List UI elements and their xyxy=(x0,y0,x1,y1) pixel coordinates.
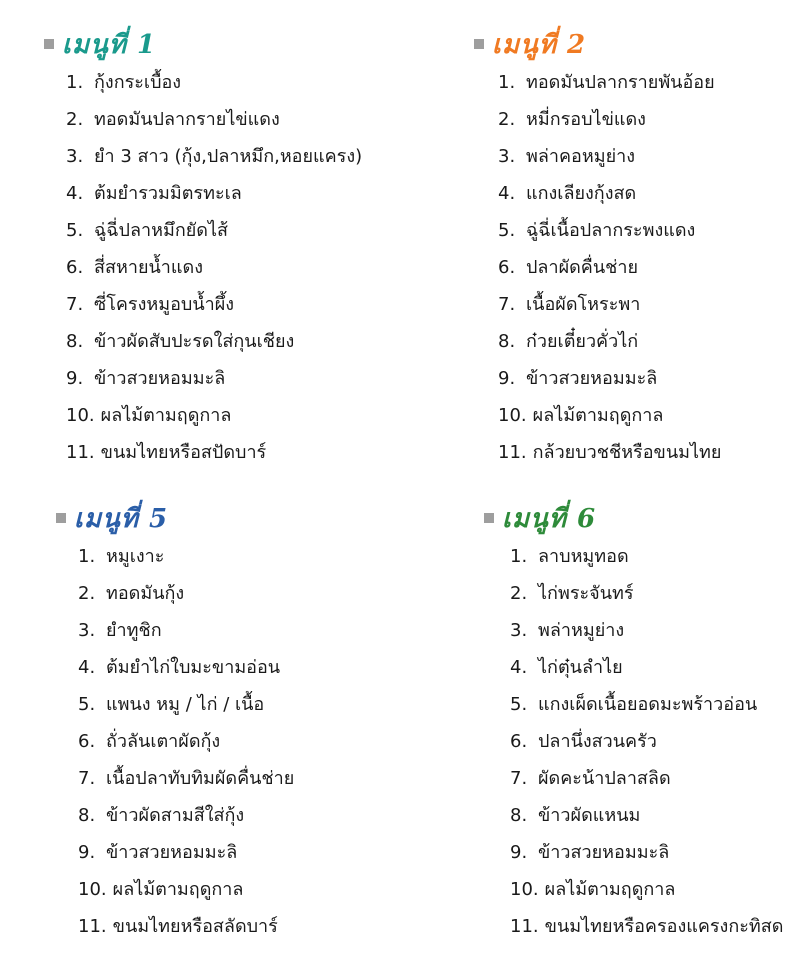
menu-1-header xyxy=(44,24,362,64)
menu-item-text: ข้าวสวยหอมมะลิ xyxy=(94,368,226,389)
menu-item xyxy=(78,871,294,908)
menu-2-header xyxy=(474,24,721,64)
menu-item-text: ปลาผัดคื่นช่าย xyxy=(526,257,639,278)
menu-item-text: ถั่วลันเตาผัดกุ้ง xyxy=(106,731,221,752)
menu-1-section xyxy=(44,24,362,471)
menu-2-list xyxy=(498,64,721,471)
menu-item-number: 10. xyxy=(498,405,527,426)
menu-6-list xyxy=(510,538,783,945)
menu-6-title: เมนูที่ 6 xyxy=(502,503,597,534)
menu-item-number: 9. xyxy=(510,842,528,863)
menu-5-title: เมนูที่ 5 xyxy=(74,503,169,534)
menu-item-text: เนื้อผัดโหระพา xyxy=(526,294,641,315)
menu-item xyxy=(78,538,294,575)
menu-item xyxy=(78,575,294,612)
menu-item xyxy=(510,834,783,871)
menu-item-text: แพนง หมู / ไก่ / เนื้อ xyxy=(106,694,265,715)
menu-item-number: 1. xyxy=(510,546,528,567)
menu-item-text: พล่าคอหมูย่าง xyxy=(526,146,636,167)
menu-item xyxy=(66,138,362,175)
menu-item xyxy=(78,649,294,686)
menu-item-number: 9. xyxy=(66,368,84,389)
menu-item-number: 1. xyxy=(498,72,516,93)
menu-item-number: 6. xyxy=(510,731,528,752)
menu-item-number: 7. xyxy=(510,768,528,789)
menu-item xyxy=(498,286,721,323)
menu-item-number: 2. xyxy=(66,109,84,130)
menu-item-text: สี่สหายน้ำแดง xyxy=(94,257,203,278)
menu-1-title: เมนูที่ 1 xyxy=(62,29,157,60)
menu-item-number: 6. xyxy=(498,257,516,278)
menu-item-number: 1. xyxy=(66,72,84,93)
menu-item-text: ปลานึ่งสวนครัว xyxy=(538,731,657,752)
menu-item xyxy=(78,908,294,945)
menu-item-text: กล้วยบวชชีหรือขนมไทย xyxy=(532,442,722,463)
square-bullet-icon xyxy=(474,39,484,49)
menu-item-text: หมี่กรอบไข่แดง xyxy=(526,109,646,130)
square-bullet-icon xyxy=(484,513,494,523)
menu-item xyxy=(498,323,721,360)
menu-item-number: 4. xyxy=(510,657,528,678)
menu-item xyxy=(66,397,362,434)
menu-item-number: 10. xyxy=(510,879,539,900)
menu-item-number: 11. xyxy=(510,916,539,937)
menu-item-text: ทอดมันปลากรายพันอ้อย xyxy=(526,72,715,93)
menu-item xyxy=(510,575,783,612)
menu-item xyxy=(66,360,362,397)
menu-item xyxy=(510,871,783,908)
menu-item-text: ผัดคะน้าปลาสลิด xyxy=(538,768,671,789)
menu-item-number: 4. xyxy=(66,183,84,204)
menu-5-list xyxy=(78,538,294,945)
menu-item-number: 9. xyxy=(498,368,516,389)
menu-item-number: 5. xyxy=(66,220,84,241)
menu-item xyxy=(66,323,362,360)
menu-item xyxy=(66,101,362,138)
menu-item xyxy=(510,797,783,834)
menu-5-header xyxy=(56,498,294,538)
menu-item-text: ข้าวผัดสามสีใส่กุ้ง xyxy=(106,805,245,826)
menu-item-text: ข้าวสวยหอมมะลิ xyxy=(526,368,658,389)
menu-item-number: 6. xyxy=(66,257,84,278)
menu-item-number: 7. xyxy=(78,768,96,789)
menu-item-number: 6. xyxy=(78,731,96,752)
menu-item-text: ไก่พระจันทร์ xyxy=(538,583,634,604)
menu-item-number: 5. xyxy=(498,220,516,241)
menu-item-number: 4. xyxy=(498,183,516,204)
menu-item xyxy=(510,612,783,649)
menu-item xyxy=(498,360,721,397)
menu-item-text: ไก่ตุ๋นลำไย xyxy=(538,657,623,678)
menu-item-text: ขนมไทยหรือครองแครงกะทิสด xyxy=(544,916,784,937)
menu-item xyxy=(66,64,362,101)
menu-item-text: ขนมไทยหรือสลัดบาร์ xyxy=(112,916,278,937)
menu-item-text: ผลไม้ตามฤดูกาล xyxy=(100,405,232,426)
menu-1-list xyxy=(66,64,362,471)
menu-item xyxy=(66,175,362,212)
menu-item-number: 11. xyxy=(78,916,107,937)
menu-item-text: เนื้อปลาทับทิมผัดคื่นช่าย xyxy=(106,768,295,789)
menu-item-text: ข้าวผัดแหนม xyxy=(538,805,641,826)
square-bullet-icon xyxy=(56,513,66,523)
menu-item xyxy=(498,397,721,434)
square-bullet-icon xyxy=(44,39,54,49)
menu-item-text: ต้มยำไก่ใบมะขามอ่อน xyxy=(106,657,281,678)
menu-item xyxy=(78,797,294,834)
menu-item xyxy=(510,723,783,760)
menu-item xyxy=(78,723,294,760)
menu-item xyxy=(498,434,721,471)
menu-item xyxy=(510,686,783,723)
menu-item-text: ผลไม้ตามฤดูกาล xyxy=(532,405,664,426)
menu-2-title: เมนูที่ 2 xyxy=(492,29,587,60)
menu-item xyxy=(498,175,721,212)
menu-item-text: ทอดมันกุ้ง xyxy=(106,583,185,604)
menu-item-text: ลาบหมูทอด xyxy=(538,546,629,567)
menu-item xyxy=(78,612,294,649)
menu-item-number: 3. xyxy=(498,146,516,167)
menu-item-text: ขนมไทยหรือสปัดบาร์ xyxy=(100,442,267,463)
menu-item-number: 11. xyxy=(498,442,527,463)
menu-item xyxy=(66,286,362,323)
menu-item-text: ฉู่ฉี่เนื้อปลากระพงแดง xyxy=(526,220,696,241)
menu-item-number: 9. xyxy=(78,842,96,863)
menu-item-number: 3. xyxy=(510,620,528,641)
menu-item-number: 8. xyxy=(510,805,528,826)
menu-item xyxy=(66,249,362,286)
menu-item-number: 5. xyxy=(78,694,96,715)
menu-item-text: ยำ 3 สาว (กุ้ง,ปลาหมึก,หอยแครง) xyxy=(94,146,363,167)
menu-item-text: ทอดมันปลากรายไข่แดง xyxy=(94,109,280,130)
menu-item-number: 2. xyxy=(510,583,528,604)
menu-item-text: ข้าวสวยหอมมะลิ xyxy=(538,842,670,863)
menu-item xyxy=(510,908,783,945)
menu-item-text: ข้าวสวยหอมมะลิ xyxy=(106,842,238,863)
menu-item xyxy=(66,434,362,471)
menu-item-number: 10. xyxy=(78,879,107,900)
menu-5-section xyxy=(56,498,294,945)
menu-6-section xyxy=(484,498,783,945)
menu-6-header xyxy=(484,498,783,538)
menu-item-text: ซี่โครงหมูอบน้ำผึ้ง xyxy=(94,294,235,315)
menu-item-number: 8. xyxy=(66,331,84,352)
menu-item-number: 2. xyxy=(498,109,516,130)
menu-item xyxy=(78,834,294,871)
menu-item-number: 7. xyxy=(66,294,84,315)
menu-item-number: 11. xyxy=(66,442,95,463)
menu-item-text: ก๋วยเตี๋ยวคั่วไก่ xyxy=(526,331,639,352)
menu-item-number: 8. xyxy=(498,331,516,352)
menu-item-number: 3. xyxy=(78,620,96,641)
menu-item-text: แกงเลียงกุ้งสด xyxy=(526,183,637,204)
menu-item xyxy=(498,249,721,286)
menu-item-text: ต้มยำรวมมิตรทะเล xyxy=(94,183,242,204)
menu-item-number: 1. xyxy=(78,546,96,567)
menu-item-text: แกงเผ็ดเนื้อยอดมะพร้าวอ่อน xyxy=(538,694,758,715)
menu-item-text: ผลไม้ตามฤดูกาล xyxy=(112,879,244,900)
menu-item xyxy=(78,686,294,723)
menu-item-number: 2. xyxy=(78,583,96,604)
menu-item xyxy=(510,760,783,797)
menu-item-number: 8. xyxy=(78,805,96,826)
menu-item xyxy=(66,212,362,249)
menu-item-number: 3. xyxy=(66,146,84,167)
menu-item-text: ฉู่ฉี่ปลาหมึกยัดไส้ xyxy=(94,220,228,241)
menu-item-text: ยำทูชิก xyxy=(106,620,162,641)
menu-item-number: 5. xyxy=(510,694,528,715)
menu-2-section xyxy=(474,24,721,471)
menu-item xyxy=(498,138,721,175)
menu-item-number: 4. xyxy=(78,657,96,678)
menu-item xyxy=(510,649,783,686)
menu-item-number: 7. xyxy=(498,294,516,315)
menu-item-number: 10. xyxy=(66,405,95,426)
menu-item xyxy=(498,212,721,249)
menu-item-text: ผลไม้ตามฤดูกาล xyxy=(544,879,676,900)
menu-item-text: หมูเงาะ xyxy=(106,546,165,567)
menu-item xyxy=(78,760,294,797)
menu-item-text: พล่าหมูย่าง xyxy=(538,620,625,641)
menu-item xyxy=(510,538,783,575)
menu-item xyxy=(498,64,721,101)
menu-item-text: ข้าวผัดสับปะรดใส่กุนเชียง xyxy=(94,331,295,352)
menu-item-text: กุ้งกระเบื้อง xyxy=(94,72,182,93)
menu-item xyxy=(498,101,721,138)
